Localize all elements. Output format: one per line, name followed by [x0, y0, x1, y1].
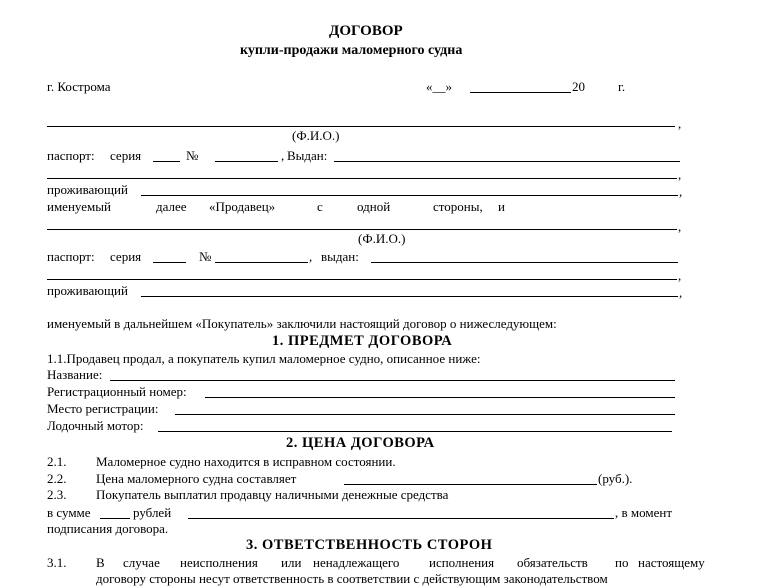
buyer-fio-line — [47, 229, 677, 230]
buyer-comma: , — [309, 249, 313, 264]
item-3-1-word-8: по — [615, 555, 629, 570]
vessel-regno-line — [205, 397, 675, 398]
sum-prefix: в сумме — [47, 505, 91, 520]
seller-issued-label: Выдан: — [287, 148, 328, 163]
seller-issued-line-2 — [47, 178, 677, 179]
seller-fio-line — [47, 126, 675, 127]
vessel-name-line — [110, 380, 675, 381]
seller-issued-line — [334, 161, 680, 162]
buyer-no-sign: № — [199, 249, 212, 264]
sum-words-line — [188, 518, 614, 519]
sum-moment: , в момент — [615, 505, 673, 520]
seller-named-2: далее — [156, 199, 187, 214]
document-subtitle: купли-продажи маломерного судна — [240, 43, 463, 58]
date-year: 20 — [572, 79, 585, 94]
comma: , — [678, 268, 682, 283]
item-2-3-text: Покупатель выплатил продавцу наличными денежные средства — [96, 487, 449, 502]
buyer-number-line — [215, 262, 308, 263]
buyer-issued-line — [371, 262, 678, 263]
buyer-residing-line — [141, 296, 678, 297]
item-3-1-word-3: неисполнения — [180, 555, 258, 570]
seller-series-label: серия — [110, 148, 142, 163]
document-title: ДОГОВОР — [329, 23, 403, 39]
section1-p1: 1.1.Продавец продал, а покупатель купил маломерное судно, описанное ниже: — [47, 351, 481, 366]
seller-named-1: именуемый — [47, 199, 111, 214]
item-2-2-text: Цена маломерного судна составляет — [96, 471, 297, 486]
buyer-series-line — [153, 262, 186, 263]
seller-number-line — [215, 161, 278, 162]
price-unit: (руб.). — [598, 471, 633, 486]
price-line — [344, 484, 597, 485]
item-2-3-number: 2.3. — [47, 487, 67, 502]
section2-heading: 2. ЦЕНА ДОГОВОРА — [286, 435, 435, 451]
sum-rubles: рублей — [133, 505, 172, 520]
buyer-passport-label: паспорт: — [47, 249, 95, 264]
vessel-motor-line — [158, 431, 672, 432]
item-3-1-word-2: случае — [123, 555, 160, 570]
seller-residing-line — [141, 195, 678, 196]
section1-heading: 1. ПРЕДМЕТ ДОГОВОРА — [272, 333, 453, 349]
buyer-fio-caption: (Ф.И.О.) — [358, 231, 406, 246]
comma: , — [678, 219, 682, 234]
buyer-series-label: серия — [110, 249, 142, 264]
item-3-1-word-7: обязательств — [517, 555, 588, 570]
vessel-regplace-line — [175, 414, 675, 415]
item-3-1-word-1: В — [96, 555, 105, 570]
seller-named-7: и — [498, 199, 505, 214]
comma: , — [679, 285, 683, 300]
item-2-2-number: 2.2. — [47, 471, 67, 486]
vessel-motor-label: Лодочный мотор: — [47, 418, 144, 433]
city: г. Кострома — [47, 79, 111, 94]
seller-named-3: «Продавец» — [209, 199, 276, 214]
buyer-named-text: именуемый в дальнейшем «Покупатель» заключили настоящий договор о нижеследующем: — [47, 316, 557, 331]
comma: , — [678, 167, 682, 182]
item-2-1-number: 2.1. — [47, 454, 67, 469]
buyer-issued-line-2 — [47, 279, 677, 280]
seller-fio-caption: (Ф.И.О.) — [292, 128, 340, 143]
vessel-regplace-label: Место регистрации: — [47, 401, 159, 416]
buyer-residing-label: проживающий — [47, 283, 128, 298]
item-3-1-line-2: договору стороны несут ответственность в соответствии с действующим законодательством — [96, 571, 608, 586]
item-3-1-word-6: исполнения — [429, 555, 495, 570]
date-day: «__» — [426, 79, 452, 94]
date-month-line — [470, 92, 571, 93]
buyer-issued-label: выдан: — [321, 249, 359, 264]
section3-heading: 3. ОТВЕТСТВЕННОСТЬ СТОРОН — [246, 537, 493, 553]
vessel-regno-label: Регистрационный номер: — [47, 384, 187, 399]
date-year-g: г. — [618, 79, 626, 94]
comma: , — [678, 116, 682, 131]
seller-passport-label: паспорт: — [47, 148, 95, 163]
item-2-1-text: Маломерное судно находится в исправном состоянии. — [96, 454, 396, 469]
seller-comma: , — [281, 148, 285, 163]
seller-named-6: стороны, — [433, 199, 483, 214]
signing-text: подписания договора. — [47, 521, 169, 536]
vessel-name-label: Название: — [47, 367, 103, 382]
seller-series-line — [153, 161, 180, 162]
item-3-1-number: 3.1. — [47, 555, 67, 570]
item-3-1-word-4: или — [281, 555, 302, 570]
item-3-1-word-5: ненадлежащего — [313, 555, 400, 570]
seller-no-sign: № — [186, 148, 199, 163]
comma: , — [679, 184, 683, 199]
seller-named-5: одной — [357, 199, 391, 214]
sum-line — [100, 518, 130, 519]
seller-named-4: с — [317, 199, 323, 214]
seller-residing-label: проживающий — [47, 182, 128, 197]
item-3-1-word-9: настоящему — [638, 555, 705, 570]
